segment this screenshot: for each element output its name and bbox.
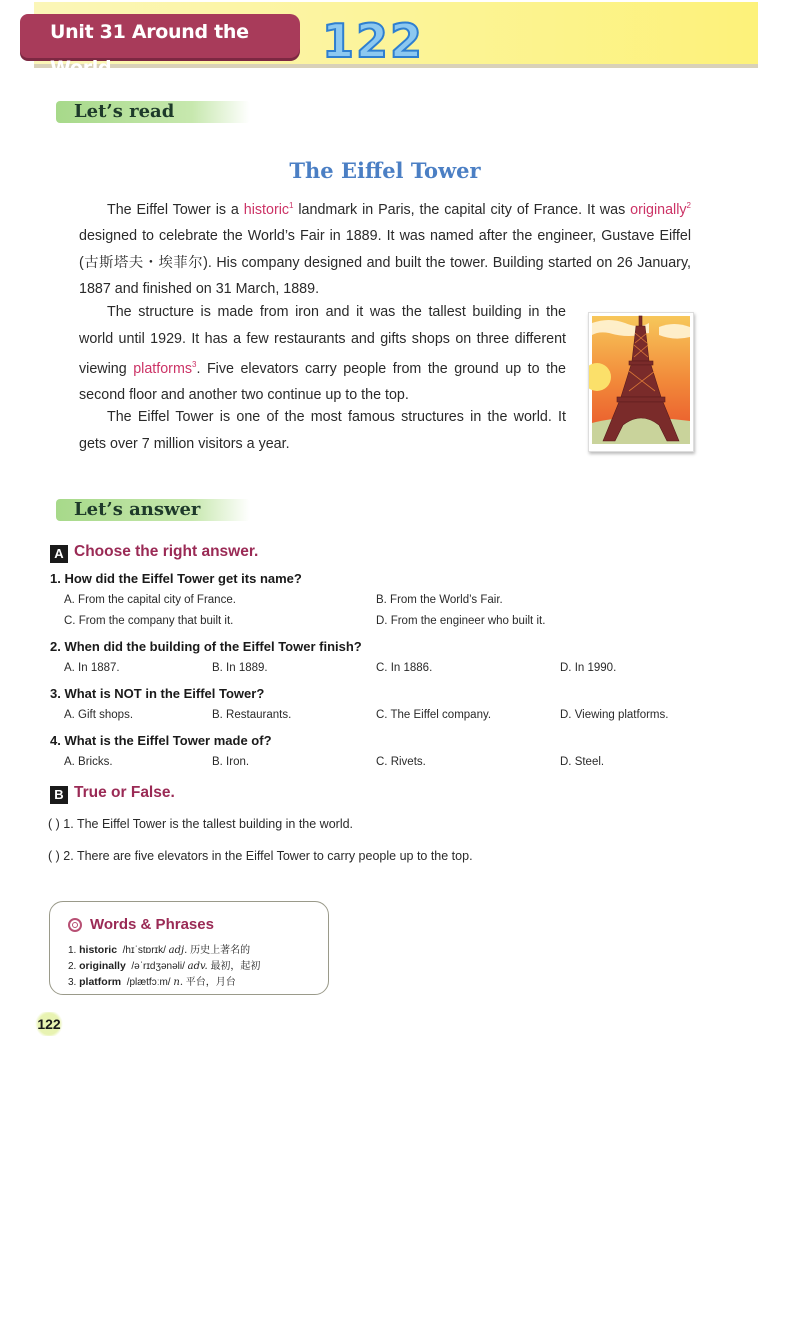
q2-option-d[interactable]: D. In 1990. — [560, 662, 617, 674]
words-phrases-box — [49, 901, 329, 995]
unit-title: Unit 31 Around the World — [20, 14, 300, 58]
q2-option-b[interactable]: B. In 1889. — [212, 662, 268, 674]
q1-option-b[interactable]: B. From the World’s Fair. — [376, 594, 503, 606]
paragraph-3: The Eiffel Tower is one of the most famous structures in the world. It gets over 7 million visitors a year. — [79, 409, 566, 452]
section-label-lets-read: Let’s read — [56, 101, 250, 123]
q1-option-d[interactable]: D. From the engineer who built it. — [376, 615, 546, 627]
q4-option-d[interactable]: D. Steel. — [560, 756, 605, 768]
question-3: 3. What is NOT in the Eiffel Tower? — [50, 686, 265, 701]
vocab-platforms: platforms — [133, 360, 192, 377]
vocab-entry-2: 2. originally /əˈrɪdʒənəli/ adv. 最初，起初 — [68, 960, 261, 972]
q4-option-a[interactable]: A. Bricks. — [64, 756, 113, 768]
vocab-historic: historic — [243, 201, 290, 218]
section-label-lets-answer: Let’s answer — [56, 499, 250, 521]
q4-option-b[interactable]: B. Iron. — [212, 756, 250, 768]
q4-option-c[interactable]: C. Rivets. — [376, 756, 426, 768]
true-false-item-2[interactable]: ( ) 2. There are five elevators in the Eiffel Tower to carry people up to the top. — [48, 849, 473, 863]
q3-option-b[interactable]: B. Restaurants. — [212, 709, 292, 721]
paragraph-2: The structure is made from iron and it was the tallest building in the world until 1929. It has a few restaurants and gifts shops on three different viewing platforms$^3$. Five elevators carry people from the ground up to the second floor and another two continue up to the top. — [79, 304, 566, 404]
circle-icon — [68, 918, 82, 932]
q3-option-a[interactable]: A. Gift shops. — [64, 709, 134, 721]
paragraph-1: The Eiffel Tower is a historic$^1$ landmark in Paris, the capital city of France. It was originally$^2$ designed to celebrate the World’s Fair in 1889. It was named after the engineer, Gustave Eiffel (古斯塔夫・埃菲尔). His company designed and built the tower. Building started on 26 January, 1887 and finished on 31 March, 1889. — [79, 201, 691, 298]
question-4: 4. What is the Eiffel Tower made of? — [50, 733, 272, 748]
eiffel-tower-icon — [589, 313, 693, 451]
vocab-entry-1: 1. historic /hɪˈstɒrɪk/ adj. 历史上著名的 — [68, 944, 251, 956]
vocab-originally: originally — [630, 201, 687, 218]
page-number-big: 122 — [322, 14, 425, 68]
question-2: 2. When did the building of the Eiffel Tower finish? — [50, 639, 362, 654]
part-b-heading: B True or False. — [50, 784, 175, 804]
article-title: The Eiffel Tower — [289, 158, 481, 183]
q1-option-c[interactable]: C. From the company that built it. — [64, 615, 234, 627]
true-false-item-1[interactable]: ( ) 1. The Eiffel Tower is the tallest building in the world. — [48, 817, 354, 831]
q1-option-a[interactable]: A. From the capital city of France. — [64, 594, 236, 606]
question-1: 1. How did the Eiffel Tower get its name? — [50, 571, 302, 586]
q2-option-c[interactable]: C. In 1886. — [376, 662, 433, 674]
page-number: 122 — [34, 1012, 64, 1036]
part-a-heading: A Choose the right answer. — [50, 543, 258, 563]
eiffel-tower-illustration — [588, 312, 694, 452]
words-phrases-title: Words & Phrases — [68, 916, 214, 933]
vocab-entry-3: 3. platform /plætfɔːm/ n. 平台，月台 — [68, 976, 236, 988]
q2-option-a[interactable]: A. In 1887. — [64, 662, 120, 674]
q3-option-c[interactable]: C. The Eiffel company. — [376, 709, 492, 721]
q3-option-d[interactable]: D. Viewing platforms. — [560, 709, 669, 721]
